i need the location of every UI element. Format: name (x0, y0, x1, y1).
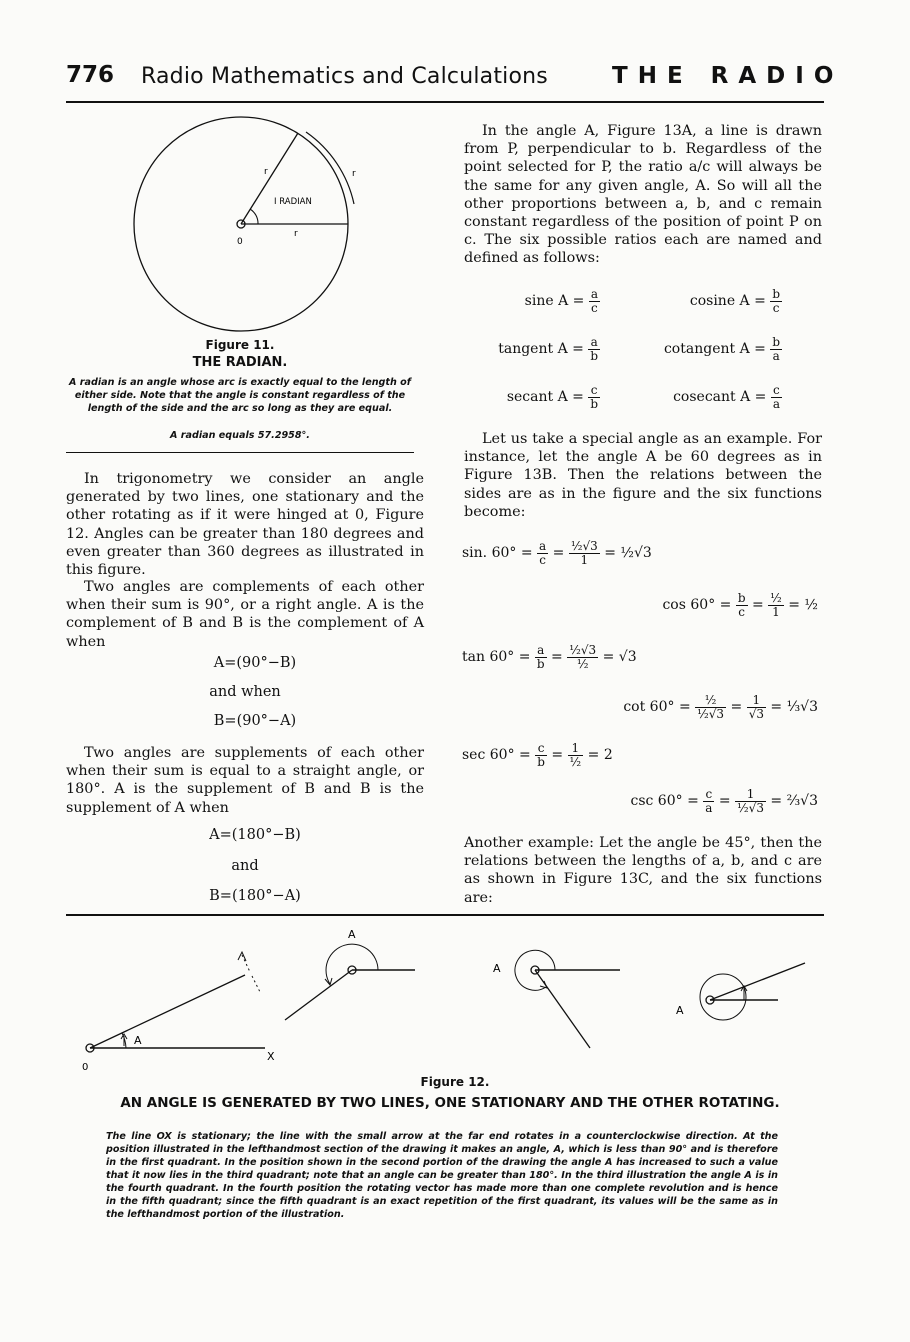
fig11-label-o: 0 (237, 237, 243, 247)
fig12-panel-first-quadrant (82, 952, 275, 1072)
fig12-label-a1: A (134, 1034, 142, 1047)
fig11-label-r2: r (352, 169, 356, 179)
ratio-tangent: tangent A = $\frac{a}{b}$ (498, 335, 598, 363)
eq-csc-60: csc 60° = $\frac{c}{a}$ = $\frac{1}{\text{½√3}}$ = ⅔√3 (630, 787, 818, 815)
eq-sec-60: sec 60° = $\frac{c}{b}$ = 1 ½ = 2 (462, 741, 613, 769)
section-rule (66, 914, 824, 916)
figure12-caption-text: The line OX is stationary; the line with the small arrow at the far end rotates in a counterclockwise direction. At the position illustrated in the lefthandmost section of the drawing it makes an angle, A, which is less than 90° and is therefore in the first quadrant. In the position shown in the second portion of the drawing the angle A has increased to such a value that it now lies in the third quadrant; note that an angle can be greater than 180°. In the third illustration the angle A is in the fourth quadrant. In the fourth position the rotating vector has made more than one complete revolution and is hence in the fifth quadrant; since the fifth quadrant is an exact repetition of the first quadrant, its values will be the same as in the lefthandmost portion of the illustration. (106, 1131, 778, 1220)
figure11-rule (66, 452, 414, 453)
fig12-label-o: 0 (82, 1062, 89, 1072)
eq-tan-60: tan 60° = $\frac{a}{b}$ = ½√3 ½ = √3 (462, 643, 637, 671)
eq-supplement-a: A=(180°−B) (209, 827, 301, 843)
figure11-radian-diagram (130, 112, 380, 344)
eq-complement-a: A=(90°−B) (213, 655, 297, 671)
page-number: 776 (66, 62, 115, 88)
journal-title: THE RADIO (612, 63, 844, 89)
fig12-label-a3: A (493, 962, 501, 975)
eq-complement-b: B=(90°−A) (213, 713, 297, 729)
right-para-2: Let us take a special angle as an example. For instance, let the angle A be 60 degrees as in Figure 13B. Then the relations between the sides are as in the figure and the six functions become: (464, 431, 822, 520)
ratio-cotangent: cotangent A = $\frac{b}{a}$ (663, 335, 780, 363)
angle-arc (250, 209, 258, 224)
fig12-panel-fourth-quadrant (493, 950, 620, 1048)
figure11-caption-title: THE RADIAN. (192, 355, 288, 370)
text-and-when: and when (209, 684, 281, 700)
eq-supplement-b: B=(180°−A) (209, 888, 301, 904)
figure12-caption-title: AN ANGLE IS GENERATED BY TWO LINES, ONE STATIONARY AND THE OTHER ROTATING. (120, 1095, 780, 1111)
fig12-label-a4: A (676, 1004, 684, 1017)
eq-cos-60: cos 60° = $\frac{b}{c}$ = ½ 1 = ½ (662, 591, 818, 619)
arc-marker (306, 132, 354, 204)
fig12-panel-third-quadrant (285, 928, 415, 1020)
figure11-caption-text: A radian is an angle whose arc is exactly equal to the length of either side. Note that the angle is constant regardless of the length of the side and the arc so long as they are equal. (69, 377, 411, 414)
ratio-sine: sine A = $\frac{a}{c}$ (524, 287, 598, 315)
fig12-panel-fifth-quadrant (676, 963, 805, 1020)
figure11-caption-label: Figure 11. (205, 338, 275, 352)
eq-cot-60: cot 60° = ½ ½√3 = $\frac{1}{√3}$ = ⅓√3 (623, 693, 818, 721)
fig11-label-radian: I RADIAN (274, 197, 312, 207)
figure11-caption-text2: A radian equals 57.2958°. (170, 430, 310, 441)
right-para-3: Another example: Let the angle be 45°, then the relations between the lengths of a, b, and c are as shown in Figure 13C, and the six functions are: (464, 835, 822, 906)
ratio-cosine: cosine A = $\frac{b}{c}$ (689, 287, 780, 315)
figure12-angle-diagrams (60, 920, 840, 1072)
ratio-secant: secant A = $\frac{c}{b}$ (506, 383, 598, 411)
right-para-1: In the angle A, Figure 13A, a line is drawn from P, perpendicular to b. Regardless of the point selected for P, the ratio a/c will always be the same for any given angle, A. So will all the other proportions between a, b, and c remain constant regardless of the position of point P on c. The six possible ratios each are named and defined as follows: (464, 123, 822, 267)
eq-sin-60: sin. 60° = $\frac{a}{c}$ = $\frac{\text{½√3}}{1}$ = ½√3 (462, 539, 652, 567)
fig12-label-a2: A (348, 928, 356, 941)
left-para-3: Two angles are supplements of each other when their sum is equal to a straight angle, or 180°. A is the supplement of B and B is the supplement of A when (66, 745, 424, 816)
radius-rotated (241, 133, 298, 224)
running-title: Radio Mathematics and Calculations (141, 64, 548, 89)
ratio-cosecant: cosecant A = $\frac{c}{a}$ (673, 383, 780, 411)
fig11-label-r1: r (264, 167, 268, 177)
left-para-2: Two angles are complements of each other when their sum is 90°, or a right angle. A is the complement of B and B is the complement of A when (66, 579, 424, 650)
fig12-label-x: X (267, 1050, 275, 1063)
fig11-label-r3: r (294, 229, 298, 239)
figure12-caption-label: Figure 12. (420, 1075, 490, 1089)
header-rule (66, 101, 824, 103)
left-para-1: In trigonometry we consider an angle generated by two lines, one stationary and the other rotating as if it were hinged at 0, Figure 12. Angles can be greater than 180 degrees and even greater than 360 degrees as illustrated in this figure. (66, 471, 424, 579)
text-and: and (231, 858, 259, 874)
